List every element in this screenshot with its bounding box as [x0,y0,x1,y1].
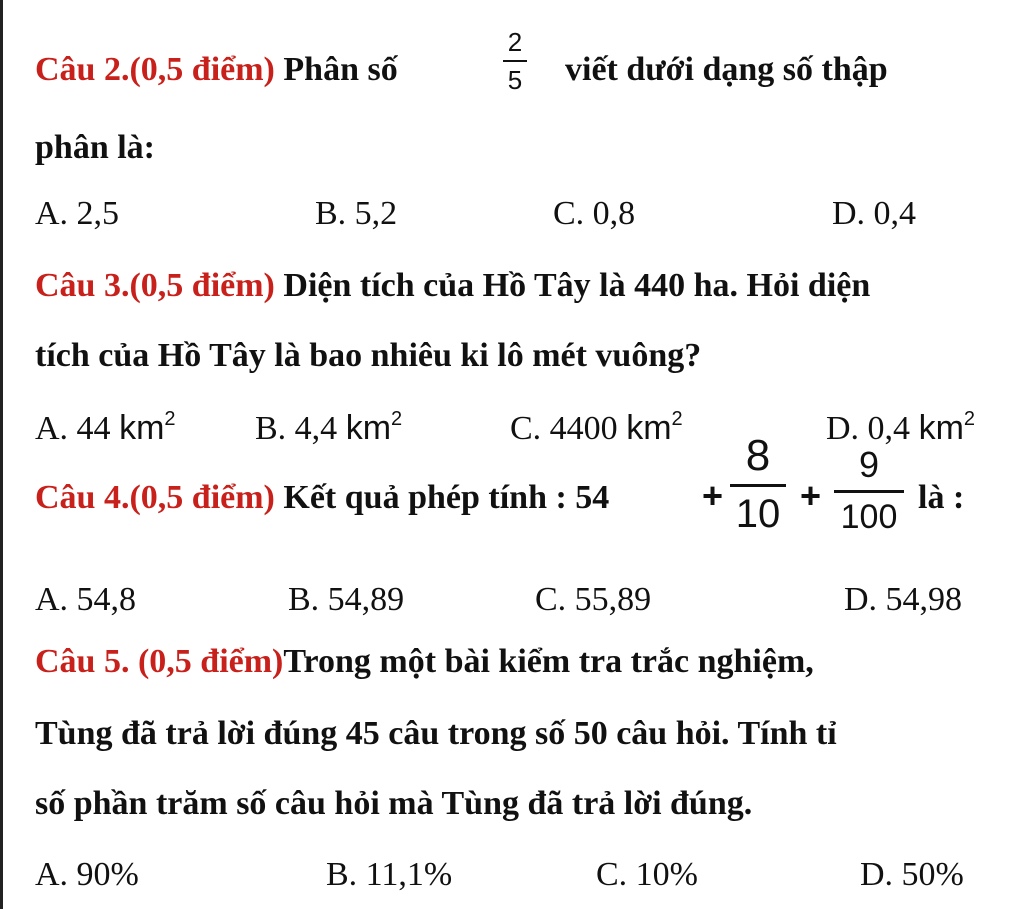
q5-line1 [35,642,814,682]
q4-fraction-2-numerator: 9 [858,444,880,485]
q2-option-a[interactable]: A. 2,5 [35,195,120,232]
q3-option-c-exp: 2 [671,408,683,430]
q4-option-a[interactable]: A. 54,8 [35,581,137,618]
q5-option-d[interactable]: D. 50% [860,856,964,893]
q3-option-b[interactable] [255,408,402,449]
q4-fraction-1-denominator: 10 [735,492,781,536]
q4-line1 [35,478,609,518]
q2-option-c[interactable]: C. 0,8 [553,195,636,232]
q4-fraction-2-bar [834,490,904,493]
q3-option-c[interactable] [510,408,683,449]
q5-option-b[interactable]: B. 11,1% [326,856,453,893]
q2-text-before: Phân số [283,51,398,88]
q3-option-a[interactable] [35,408,176,449]
q4-option-d[interactable]: D. 54,98 [844,581,963,618]
q2-fraction [500,26,530,96]
q4-text1: Kết quả phép tính : 54 [283,479,610,516]
q5-option-c[interactable]: C. 10% [596,856,698,893]
q4-plus-2: + [800,475,822,516]
q2-fraction-numerator: 2 [507,27,523,57]
q3-option-b-value: B. 4,4 [255,410,346,447]
q3-option-b-unit: km [345,409,392,447]
q3-line1 [35,266,870,306]
q4-fraction-2 [830,444,908,537]
q2-fraction-bar [503,60,527,62]
q5-text1: Trong một bài kiểm tra trắc nghiệm, [283,643,814,680]
q2-fraction-denominator: 5 [507,65,523,95]
q3-option-b-exp: 2 [391,408,403,430]
q3-option-c-unit: km [626,409,672,447]
q2-text-after: viết dưới dạng số thập [565,51,888,88]
q3-option-d-value: D. 0,4 [826,410,919,447]
q3-option-d-unit: km [918,409,964,447]
q3-option-a-unit: km [119,409,165,447]
q4-label: Câu 4.(0,5 điểm) [35,479,275,516]
q4-fraction-1-bar [730,484,786,487]
q3-option-a-exp: 2 [164,408,176,430]
q4-text-after: là : [918,479,965,516]
q5-line3: số phần trăm số câu hỏi mà Tùng đã trả lời đúng. [35,785,753,822]
q2-line2: phân là: [35,129,155,166]
q3-option-c-value: C. 4400 [510,410,627,447]
q2-option-b[interactable]: B. 5,2 [315,195,398,232]
q2-label: Câu 2.(0,5 điểm) [35,51,275,88]
q4-plus-1: + [702,475,724,516]
q4-option-b[interactable]: B. 54,89 [288,581,405,618]
q4-option-c[interactable]: C. 55,89 [535,581,652,618]
q2-option-d[interactable]: D. 0,4 [832,195,917,232]
q4-fraction-1 [727,432,789,537]
q4-fraction-1-numerator: 8 [745,431,771,480]
q4-fraction-2-denominator: 100 [840,498,898,536]
q5-line2: Tùng đã trả lời đúng 45 câu trong số 50 câu hỏi. Tính tỉ [35,715,837,752]
q5-option-a[interactable]: A. 90% [35,856,139,893]
page-left-border [0,0,3,909]
q3-option-d-exp: 2 [963,408,976,430]
q3-text1: Diện tích của Hồ Tây là 440 ha. Hỏi diện [283,267,871,304]
q3-option-a-value: A. 44 [35,410,120,447]
q3-label: Câu 3.(0,5 điểm) [35,267,275,304]
q3-line2: tích của Hồ Tây là bao nhiêu ki lô mét vuông? [35,337,702,374]
q5-label: Câu 5. (0,5 điểm) [35,643,284,680]
q2-line1 [35,50,398,90]
q3-option-d[interactable] [826,408,975,449]
